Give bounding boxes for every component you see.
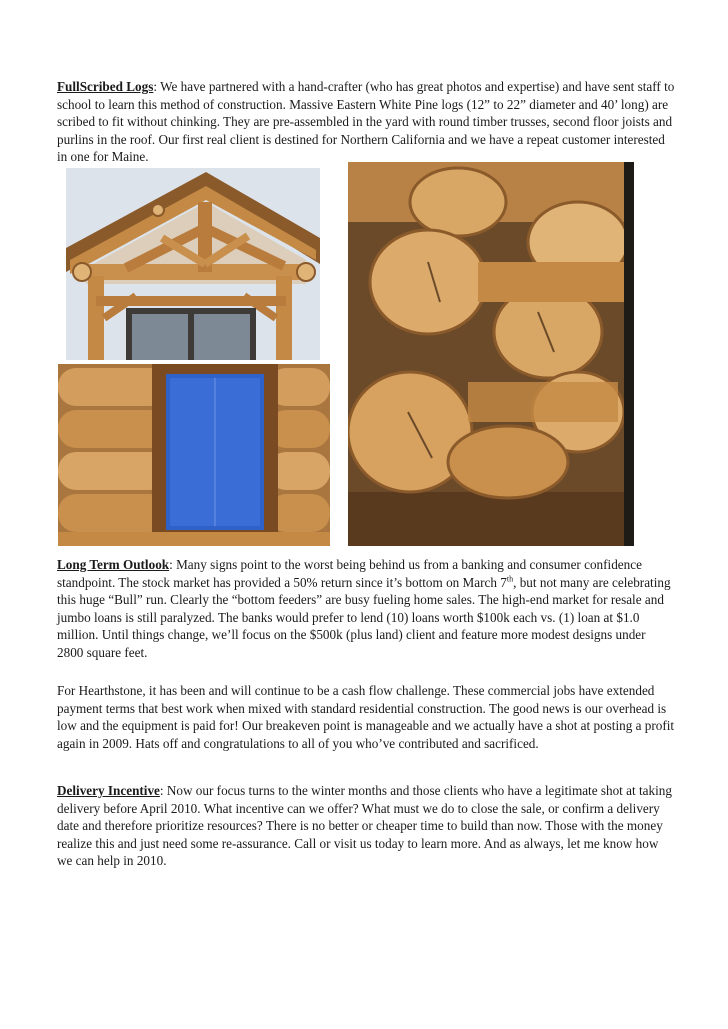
delivery-body: : Now our focus turns to the winter months and those clients who have a legitimate shot at taking delivery before April 2010. What incentive can we offer? What must we do to close the sale, or confirm a delivery date and therefore prioritize resources? There is no better or cheaper time to build than now. Those with the money realize this and just need some re-assurance. Call or visit us today to learn more. And as always, let me know how we can help in 2010. [57, 783, 672, 869]
outlook-body-end: , but not many are celebrating this huge “Bull” run. Clearly the “bottom feeders” are busy fueling home sales. The high-end market for resale and jumbo loans is still paralyzed. The banks would prefer to lend (10) loans worth $100k each vs. (1) loan at $1.0 million. Until things change, we’ll focus on the $500k (plus land) client and feature more modest designs under 2800 square feet. [57, 574, 671, 660]
gable-truss-photo [66, 168, 320, 360]
outlook-paragraph [57, 556, 675, 662]
log-wall-window-photo [58, 364, 330, 546]
fullscribed-paragraph [57, 78, 675, 166]
log-wall-window-illustration [58, 364, 330, 546]
log-corner-photo [348, 162, 634, 546]
outlook-superscript: th [506, 574, 514, 584]
gable-truss-illustration [66, 168, 320, 360]
outlook-body-start: : Many signs point to the worst being behind us from a banking and consumer confidence standpoint. The stock market has provided a 50% return since it’s bottom on March 7 [57, 557, 642, 590]
fullscribed-heading: FullScribed Logs [57, 79, 154, 94]
hearthstone-body: For Hearthstone, it has been and will continue to be a cash flow challenge. These commercial jobs have extended payment terms that best work when mixed with standard residential construction. The good news is our overhead is low and the equipment is paid for! Our breakeven point is manageable and we actually have a shot at posting a profit again in 2009. Hats off and congratulations to all of you who’ve contributed and sacrificed. [57, 683, 675, 751]
delivery-paragraph [57, 782, 675, 870]
delivery-heading: Delivery Incentive [57, 783, 160, 798]
hearthstone-paragraph [57, 682, 675, 752]
log-corner-illustration [348, 162, 634, 546]
outlook-heading: Long Term Outlook [57, 557, 170, 572]
fullscribed-body: : We have partnered with a hand-crafter (who has great photos and expertise) and have sent staff to school to learn this method of construction. Massive Eastern White Pine logs (12” to 22” diameter and 40’ long) are scribed to fit without chinking. They are pre-assembled in the yard with round timber trusses, second floor joists and purlins in the roof. Our first real client is destined for Northern California and we have a repeat customer interested in one for Maine. [57, 79, 675, 165]
